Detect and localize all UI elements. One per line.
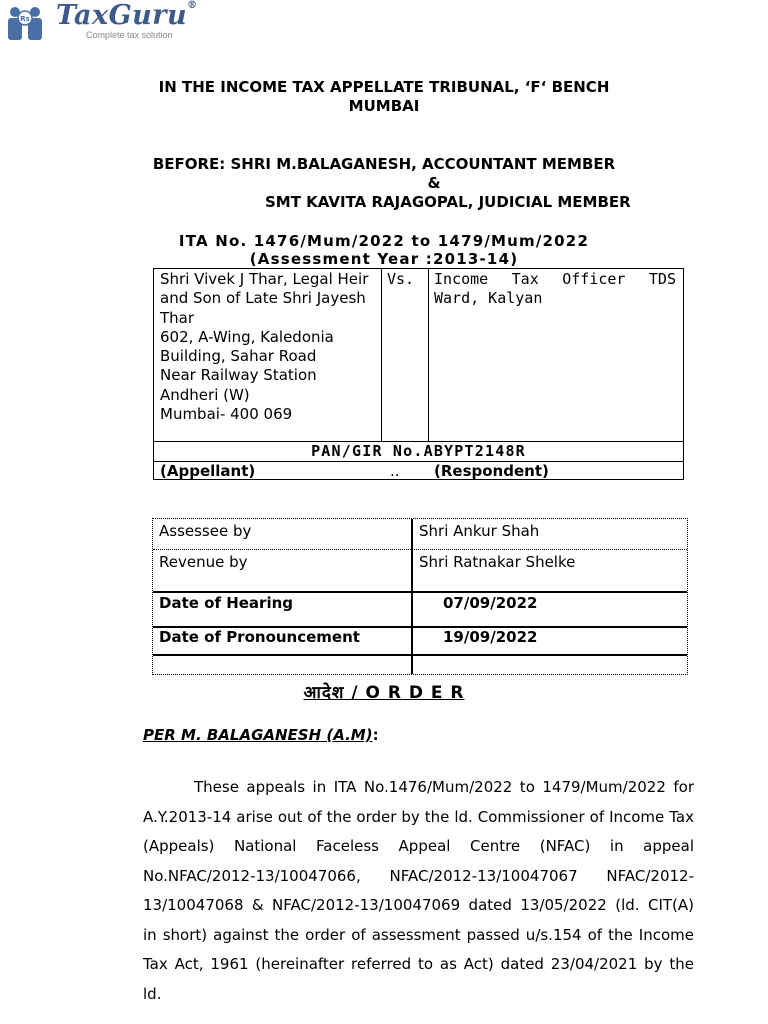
hearing-value: 19/09/2022 bbox=[443, 628, 538, 646]
parties-divider-left bbox=[381, 269, 382, 441]
hearing-table bbox=[152, 518, 688, 675]
hearing-row bbox=[153, 550, 687, 593]
logo-tagline: Complete tax solution bbox=[86, 30, 173, 40]
hearing-row bbox=[153, 628, 687, 656]
appellant-line: Andheri (W) bbox=[160, 385, 250, 404]
parties-table bbox=[153, 268, 684, 480]
appellant-line: 602, A-Wing, Kaledonia bbox=[160, 327, 334, 346]
hearing-row bbox=[153, 593, 687, 628]
ita-number: ITA No. 1476/Mum/2022 to 1479/Mum/2022 bbox=[178, 232, 590, 250]
order-title: आदेश / O R D E R bbox=[303, 683, 465, 703]
order-paragraph bbox=[143, 773, 694, 1003]
hearing-label: Date of Pronouncement bbox=[159, 628, 360, 646]
logo-brand: TaxGuru® bbox=[56, 0, 198, 31]
hearing-label: Revenue by bbox=[159, 553, 248, 571]
parties-divider-right bbox=[428, 269, 429, 441]
appellant-line: Mumbai- 400 069 bbox=[160, 405, 293, 424]
logo-reg-mark: ® bbox=[187, 0, 198, 11]
hearing-label: Assessee by bbox=[159, 522, 252, 540]
respondent-line-1: Income Tax Officer TDS bbox=[434, 270, 676, 288]
taxguru-logo bbox=[4, 0, 198, 42]
hearing-value: Shri Ankur Shah bbox=[419, 522, 540, 540]
logo-mark-text: Rs bbox=[20, 15, 30, 23]
bench-member-1: BEFORE: SHRI M.BALAGANESH, ACCOUNTANT MEMBER bbox=[152, 155, 616, 173]
paragraph-line: 13/10047068 & NFAC/2012-13/10047069 dated 13/05/2022 (ld. CIT(A) bbox=[143, 896, 694, 914]
appellant-address bbox=[160, 270, 368, 424]
hearing-label: Date of Hearing bbox=[159, 594, 293, 612]
label-separator: .. bbox=[390, 462, 400, 480]
taxguru-people-icon bbox=[4, 4, 48, 40]
tribunal-city: MUMBAI bbox=[348, 97, 420, 115]
appellant-line: Near Railway Station bbox=[160, 366, 317, 385]
paragraph-line: in short) against the order of assessment passed u/s.154 of the Income bbox=[143, 925, 694, 944]
appellant-line: Thar bbox=[160, 308, 195, 327]
paragraph-line: A.Y.2013-14 arise out of the order by the ld. Commissioner of Income Tax bbox=[143, 807, 694, 826]
paragraph-line: These appeals in ITA No.1476/Mum/2022 to 1479/Mum/2022 for bbox=[194, 778, 694, 796]
paragraph-line: No.NFAC/2012-13/10047066, NFAC/2012-13/10047067 NFAC/2012- bbox=[143, 866, 694, 885]
respondent-line-2: Ward, Kalyan bbox=[434, 289, 543, 307]
pan-number: PAN/GIR No.ABYPT2148R bbox=[311, 442, 526, 460]
order-author: PER M. BALAGANESH (A.M): bbox=[143, 726, 379, 744]
assessment-year: (Assessment Year :2013-14) bbox=[249, 250, 519, 268]
hearing-row bbox=[153, 519, 687, 550]
paragraph-line: Tax Act, 1961 (hereinafter referred to as Act) dated 23/04/2021 by the ld. bbox=[143, 955, 694, 1003]
bench-member-2: SMT KAVITA RAJAGOPAL, JUDICIAL MEMBER bbox=[265, 193, 631, 211]
tribunal-title: IN THE INCOME TAX APPELLATE TRIBUNAL, ‘F‘ BENCH bbox=[158, 78, 610, 96]
appellant-label: (Appellant) bbox=[160, 462, 256, 480]
bench-ampersand: & bbox=[427, 174, 441, 192]
paragraph-line: (Appeals) National Faceless Appeal Centre (NFAC) in appeal bbox=[143, 837, 694, 855]
appellant-line: Shri Vivek J Thar, Legal Heir bbox=[160, 270, 369, 288]
respondent-label: (Respondent) bbox=[434, 462, 549, 480]
appellant-line: Building, Sahar Road bbox=[160, 347, 317, 366]
appellant-line: and Son of Late Shri Jayesh bbox=[160, 289, 366, 308]
hearing-value: Shri Ratnakar Shelke bbox=[419, 553, 576, 571]
hearing-value: 07/09/2022 bbox=[443, 594, 538, 612]
versus-label: Vs. bbox=[387, 270, 415, 288]
